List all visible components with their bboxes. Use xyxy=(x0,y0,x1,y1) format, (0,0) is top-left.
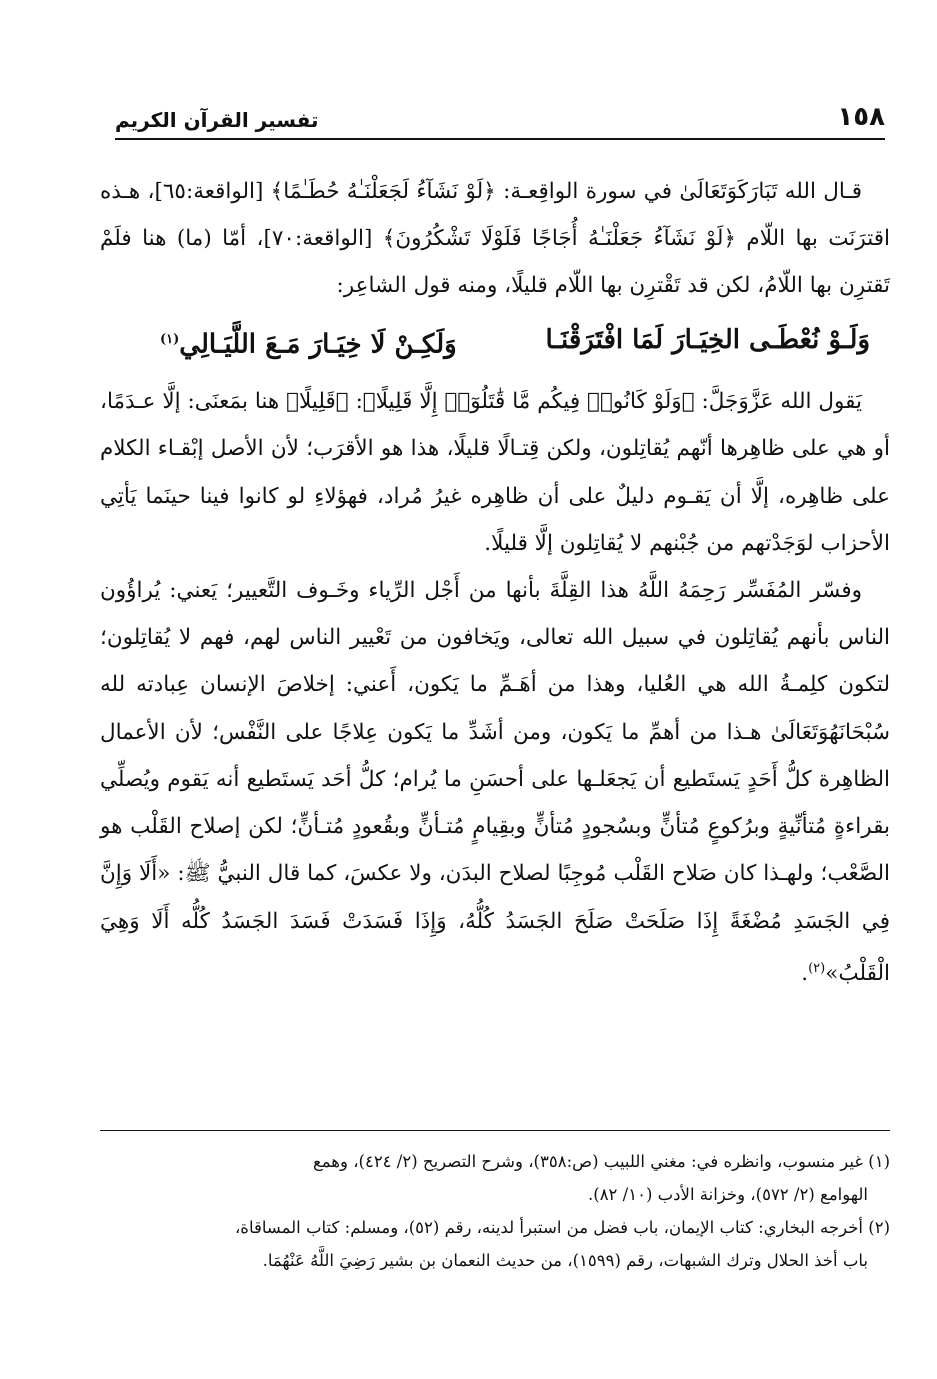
book-title: تفسير القرآن الكريم xyxy=(115,108,319,132)
paragraph-1: قـال الله تَبَارَكَوَتَعَالَىٰ في سورة الواقِعـة: ﴿لَوْ نَشَآءُ لَجَعَلْنَـٰهُ حُطَـٰمًا﴾ [الواقعة:٦٥]، هـذه اقترَنَت بها اللّام ﴿لَوْ نَشَآءُ جَعَلْنَـٰهُ أُجَاجًا فَلَوْلَا تَشْكُرُونَ﴾ [الواقعة:٧٠]، أمّا (ما) هنا فلَمْ تَقترِن بها اللّامُ، لكن قد تَقْترِن بها اللّام قليلًا، ومنه قول الشاعِر: xyxy=(100,179,890,299)
poem-second-text: وَلَكِـنْ لَا خِيَـارَ مَـعَ اللَّيَـالِي xyxy=(179,329,457,360)
footnotes xyxy=(100,1130,890,1277)
footnote-marker-2: (٢) xyxy=(808,960,826,976)
page-number: ١٥٨ xyxy=(837,102,885,132)
footnote-1 xyxy=(100,1145,890,1211)
footnote-2-line-1: (٢) أخرجه البخاري: كتاب الإيمان، باب فضل من استبرأ لدينه، رقم (٥٢)، ومسلم: كتاب المساقاة، xyxy=(234,1218,890,1237)
paragraph-3-text: وفسّر المُفَسِّر رَحِمَهُ اللَّهُ هذا القِلَّةَ بأنها من أَجْل الرِّياء وخَـوف التَّعيير؛ يَعني: يُراؤُون الناس بأنهم يُقاتِلون في سبيل الله تعالى، ويَخافون من تَعْيير الناس لهم، فهم لا يُقاتِلون؛ لتكون كلِمـةُ الله هي العُليا، وهذا من أهَـمِّ ما يَكون، أَعني: إخلاصَ الإنسان عِبادته لله سُبْحَانَهُوَتَعَالَىٰ هـذا من أهمِّ ما يَكون، ومن أشَدِّ ما يَكون عِلاجًا على النَّفْس؛ لأن الأعمال الظاهِرة كلُّ أَحَدٍ يَستَطيع أن يَجعَلـها على أحسَنِ ما يُرام؛ كلُّ أحَد يَستَطيع أنه يَقوم ويُصلِّي بقراءةٍ مُتأنِّيةٍ وبرُكوعٍ مُتأنٍّ وبسُجودٍ مُتأنٍّ وبقِيامٍ مُتـأنٍّ وبقُعودٍ مُتـأنٍّ؛ لكن إصلاح القَلْب هو الصَّعْب؛ ولهـذا كان صَلاح القَلْب مُوجِبًا لصلاح البدَن، ولا عكسَ، كما قال النبيُّ ﷺ: «أَلَا وَإِنَّ فِي الجَسَدِ مُضْغَةً إِذَا صَلَحَتْ صَلَحَ الجَسَدُ كُلُّهُ، وَإِذَا فَسَدَتْ فَسَدَ الجَسَدُ كُلُّه أَلَا وَهِيَ الْقَلْبُ» xyxy=(100,578,890,986)
footnote-1-line-1: (١) غير منسوب، وانظره في: مغني اللبيب (ص:٣٥٨)، وشرح التصريح (٢/ ٤٢٤)، وهمع xyxy=(312,1152,890,1171)
footnote-2-line-2: باب أخذ الحلال وترك الشبهات، رقم (١٥٩٩)، من حديث النعمان بن بشير رَضِيَ اللَّهُ عَنْهُمَا. xyxy=(262,1251,868,1270)
poem-verse xyxy=(100,312,890,373)
page-header xyxy=(115,92,885,140)
footnote-2 xyxy=(100,1211,890,1277)
paragraph-3: وفسّر المُفَسِّر رَحِمَهُ اللَّهُ هذا القِلَّةَ بأنها من أَجْل الرِّياء وخَـوف التَّعيير؛ يَعني: يُراؤُون الناس بأنهم يُقاتِلون في سبيل الله تعالى، ويَخافون من تَعْيير الناس لهم، فهم لا يُقاتِلون؛ لتكون كلِمـةُ الله هي العُليا، وهذا من أهَـمِّ ما يَكون، أَعني: إخلاصَ الإنسان عِبادته لله سُبْحَانَهُوَتَعَالَىٰ هـذا من أهمِّ ما يَكون، ومن أشَدِّ ما يَكون عِلاجًا على النَّفْس؛ لأن الأعمال الظاهِرة كلُّ أَحَدٍ يَستَطيع أن يَجعَلـها على أحسَنِ ما يُرام؛ كلُّ أحَد يَستَطيع أنه يَقوم ويُصلِّي بقراءةٍ مُتأنِّيةٍ وبرُكوعٍ مُتأنٍّ وبسُجودٍ مُتأنٍّ وبقِيامٍ مُتـأنٍّ وبقُعودٍ مُتـأنٍّ؛ لكن إصلاح القَلْب هو الصَّعْب؛ ولهـذا كان صَلاح القَلْب مُوجِبًا لصلاح البدَن، ولا عكسَ، كما قال النبيُّ ﷺ: «أَلَا وَإِنَّ فِي الجَسَدِ مُضْغَةً إِذَا صَلَحَتْ صَلَحَ الجَسَدُ كُلُّهُ، وَإِذَا فَسَدَتْ فَسَدَ الجَسَدُ كُلُّه أَلَا وَهِيَ الْقَلْبُ»$^{(٢)}$. xyxy=(100,578,890,986)
footnote-1-line-2: الهوامع (٢/ ٥٧٢)، وخزانة الأدب (١٠/ ٨٢). xyxy=(588,1185,868,1204)
poem-first-hemistich: وَلَـوْ نُعْطَـى الخِيَـارَ لَمَا افْتَرَقْنَـا xyxy=(545,324,870,355)
paragraph-2: يَقول الله عَزَّوَجَلَّ: ﴿وَلَوْ كَانُوا۟ فِيكُم مَّا قَٰتَلُوٓا۟ إِلَّا قَلِيلًا﴾: ﴿قَلِيلًا﴾ هنا بمَعنَى: إلَّا عـدَمًا، أو هي على ظاهِرها أنّهم يُقاتِلون، ولكن قِتـالًا قليلًا، هذا هو الأقرَب؛ لأن الأصل إبْقـاء الكلام على ظاهِره، إلَّا أن يَقـوم دليلٌ على أن ظاهِره غيرُ مُراد، فهؤلاءِ لو كانوا فينا حينَما يَأتِي الأحزاب لوَجَدْتهم من جُبْنهم لا يُقاتِلون إلَّا قليلًا. xyxy=(100,389,890,556)
main-text xyxy=(100,168,890,997)
footnote-marker-1: (١) xyxy=(160,331,180,347)
poem-second-hemistich xyxy=(160,312,457,373)
